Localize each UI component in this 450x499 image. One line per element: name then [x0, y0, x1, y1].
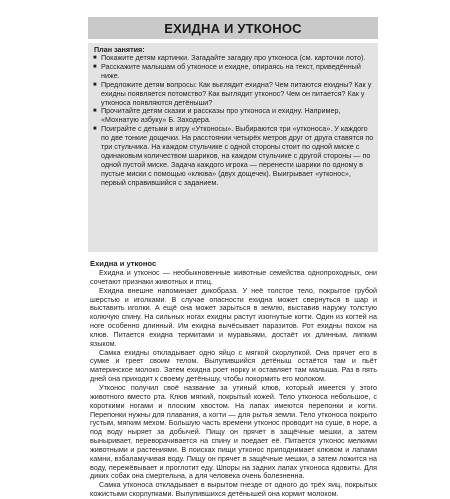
plan-item [92, 125, 374, 187]
plan-item [92, 107, 374, 125]
plan-item-text: Покажите детям картинки. Загадайте загадку про утконоса (см. карточки лото). [101, 53, 366, 62]
paragraph: Ехидна и утконос — необыкновенные животные семейства однопроходных, они сочетают признаки животных и птиц. [90, 268, 377, 286]
plan-item-text: Прочитайте детям сказки и рассказы про утконоса и ехидну. Например, «Мохнатую азбуку» Б. Заходера. [101, 106, 341, 125]
bullet-icon: ■ [93, 63, 97, 70]
bullet-icon: ■ [93, 55, 97, 61]
paragraph: Утконос получил своё название за утиный клюв, который имеется у этого животного вместо рта. Клюв мягкий, покрытый кожей. Тело утконоса небольшое, с короткими ногами и плоским хвостом. На лапах имеются перепонки и когти. Перепонки нужны для плавания, а когти — для рытья земли. Тело утконоса покрыто густым, мягким мехом. Большую часть времени утконос проводит на суше, в норе, а под воду ныряет за добычей. Пищу он прячет в защёчные мешки, а затем выныривает, переворачивается на спину и поедает её. Питается утконос мелкими животными и растениями. В поисках пищи утконос приподнимает клювом и лапами камни, взбаламучивая воду. Пищу он прячет в защёчные мешки, а затем ложится на воду, пережёвывает и проглотит еду. Шпоры на задних лапах утконоса ядовиты. Для диких собак она смертельна, а для человека очень болезненна. [90, 382, 377, 481]
lesson-plan-box [88, 43, 378, 252]
title-bar [88, 17, 378, 39]
paragraph: Ехидна внешне напоминает дикобраза. У неё толстое тело, покрытое грубой шерстью и иголками. В случае опасности ехидна может свернуться в шар и выставить иголки. А ещё она может зарыться в землю, выставив наружу толстую колючую спину. На сильных ногах ехидны растут изогнутые когти. Один из когтей на ноге особенно длинный. Им ехидна вычёсывает паразитов. Рот ехидны похож на клюв. Питается ехидна термитами и муравьями, достаёт их длинным, липким языком. [90, 285, 377, 348]
bullet-icon: ■ [93, 81, 97, 88]
section-title: Ехидна и утконос [90, 259, 157, 268]
bullet-icon: ■ [93, 126, 97, 133]
plan-item-text: Поиграйте с детьми в игру «Утконосы». Выбираются три «утконоса». У каждого по две тонкие дощечки. На расстоянии четырёх метров друг от друга ставятся по три стульчика. На каждом стульчике с одной стороны стоит по одной миске с одинаковым количеством шариков, на каждом стульчике с другой стороны — по одной пустой миске. Задача каждого игрока — перенести шарики по одному в пустые миски с помощью «клюва» (двух дощечек). Выигрывает «утконос», первый справившийся с заданием. [101, 124, 374, 187]
article-body [90, 269, 377, 499]
plan-item [92, 63, 374, 81]
plan-heading: План занятия: [94, 45, 145, 54]
page-title: ЕХИДНА И УТКОНОС [164, 20, 302, 36]
plan-item-text: Расскажите малышам об утконосе и ехидне, опираясь на текст, приведённый ниже. [101, 61, 361, 80]
paragraph: Самка утконоса откладывает в вырытом гнезде от одного до трёх яиц, покрытых кожистыми скорлупками. Вылупившихся детёнышей она кормит молоком. [90, 480, 377, 499]
bullet-icon: ■ [93, 108, 97, 115]
plan-item-text: Предложите детям вопросы: Как выглядит ехидна? Чем питаются ехидны? Как у ехидны появляется потомство? Как выглядит утконос? Чем он питается? Как у утконоса появляются детёныши? [101, 79, 372, 107]
paragraph: Самка ехидны откладывает одно яйцо с мягкой скорлупкой. Она прячет его в сумке и греет своим телом. Вылупившийся детёныш остаётся там и пьёт материнское молоко. Затем ехидна роет норку и оставляет там малыша. Раз в пять дней она приходит к своему детёнышу, чтобы покормить его молоком. [90, 347, 377, 384]
plan-list [92, 54, 374, 188]
plan-item [92, 81, 374, 108]
